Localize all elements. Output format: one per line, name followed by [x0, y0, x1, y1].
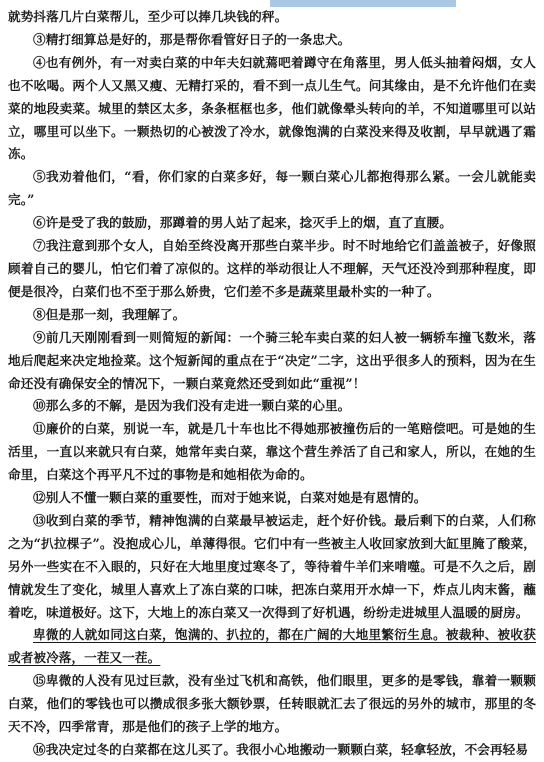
paragraph-6: ⑥许是受了我的鼓励，那蹲着的男人站了起来，捻灭手上的烟，直了直腰。: [33, 215, 452, 231]
document-page: [8, 6, 536, 762]
paragraph-14-underlined: [8, 624, 536, 670]
paragraph-11: ⑪廉价的白菜，别说一车，就是几十车也比不得她那被撞伤后的一笔赔偿吧。可是她的生活里，一直以来就只有白菜，她常年卖白菜，靠这个营生养活了自己和家人，所以，在她的生命里，白菜这个再平凡不过的事物是和她相依为命的。: [8, 421, 536, 483]
paragraph-12: ⑫别人不懂一颗白菜的重要性，而对于她来说，白菜对她是有恩情的。: [33, 490, 427, 506]
paragraph-3: ③精打细算总是好的，那是帮你看管好日子的一条忠犬。: [33, 31, 351, 47]
paragraph-9: ⑨前几天刚刚看到一则简短的新闻：一个骑三轮车卖白菜的妇人被一辆轿车撞飞数米，落地后爬起来决定地捡菜。这个短新闻的重点在于“决定”二字，这出乎很多人的预料，因为在生命还没有确保安全的情况下，一颗白菜竟然还受到如此“重视”！: [8, 329, 536, 391]
paragraph-10: ⑩那么多的不解，是因为我们没有走进一颗白菜的心里。: [33, 398, 351, 414]
paragraph-8: ⑧但是那一刻，我理解了。: [33, 306, 186, 322]
paragraph-15: ⑮卑微的人没有见过巨款，没有坐过飞机和高铁，他们眼里，更多的是零钱，靠着一颗颗白菜，他们的零钱也可以攒成很多张大额钞票，任转眼就汇去了很远的另外的城市，那里的冬天不冷，四季常青，那是他们的孩子上学的地方。: [8, 673, 536, 735]
paragraph-16: ⑯我决定过冬的白菜都在这儿买了。我很小心地搬动一颗颗白菜，轻拿轻放，不会再轻易: [33, 742, 529, 757]
paragraph-1: 就势抖落几片白菜帮儿，至少可以捧几块钱的秤。: [8, 9, 288, 24]
paragraph-4: ④也有例外，有一对卖白菜的中年夫妇就蔫吧着蹲守在角落里，男人低头抽着闷烟，女人也不吆喝。两个人又黑又瘦、无精打采的，看不到一点儿生气。问其缘由，是不允许他们在卖菜的地段卖菜。城里的禁区太多，条条框框也多，他们就像晕头转向的羊，不知道哪里可以站立，哪里可以坐下。一颗热切的心被泼了冷水，就像饱满的白菜没来得及收割，早早就遇了霜冻。: [8, 54, 536, 162]
paragraph-13: ⑬收到白菜的季节，精神饱满的白菜最早被运走，赶个好价钱。最后剩下的白菜，人们称之为“扒拉棵子”。没抱成心儿，单薄得很。它们中有一些被主人收回家放到大缸里腌了酸菜，另外一些实在不入眼的，只好在大地里度过寒冬了，等待着牛羊们来啃噬。可是不久之后，剧情就发生了变化，城里人喜欢上了冻白菜的口味，把冻白菜用开水焯一下，炸点儿肉末酱，蘸着吃，味道极好。这下，大地上的冻白菜又一次得到了好机遇，纷纷走进城里人温暖的厨房。: [8, 512, 536, 620]
paragraph-7: ⑦我注意到那个女人，自始至终没离开那些白菜半步。时不时地给它们盖盖被子，好像照顾着自己的婴儿，怕它们着了凉似的。这样的举动很让人不理解，天气还没冷到那种程度，即便是很冷，白菜们也不至于那么娇贵，它们差不多是蔬菜里最朴实的一种了。: [8, 238, 536, 299]
paragraph-5: ⑤我劝着他们，“看，你们家的白菜多好，每一颗白菜心儿都抱得那么紧。一会儿就能卖完。”: [8, 169, 536, 208]
underlined-sentence: 卑微的人就如同这白菜，饱满的、扒拉的，都在广阔的大地里繁衍生息。被裁种、被收获或者被冷落，一茬又一茬。: [8, 627, 536, 666]
